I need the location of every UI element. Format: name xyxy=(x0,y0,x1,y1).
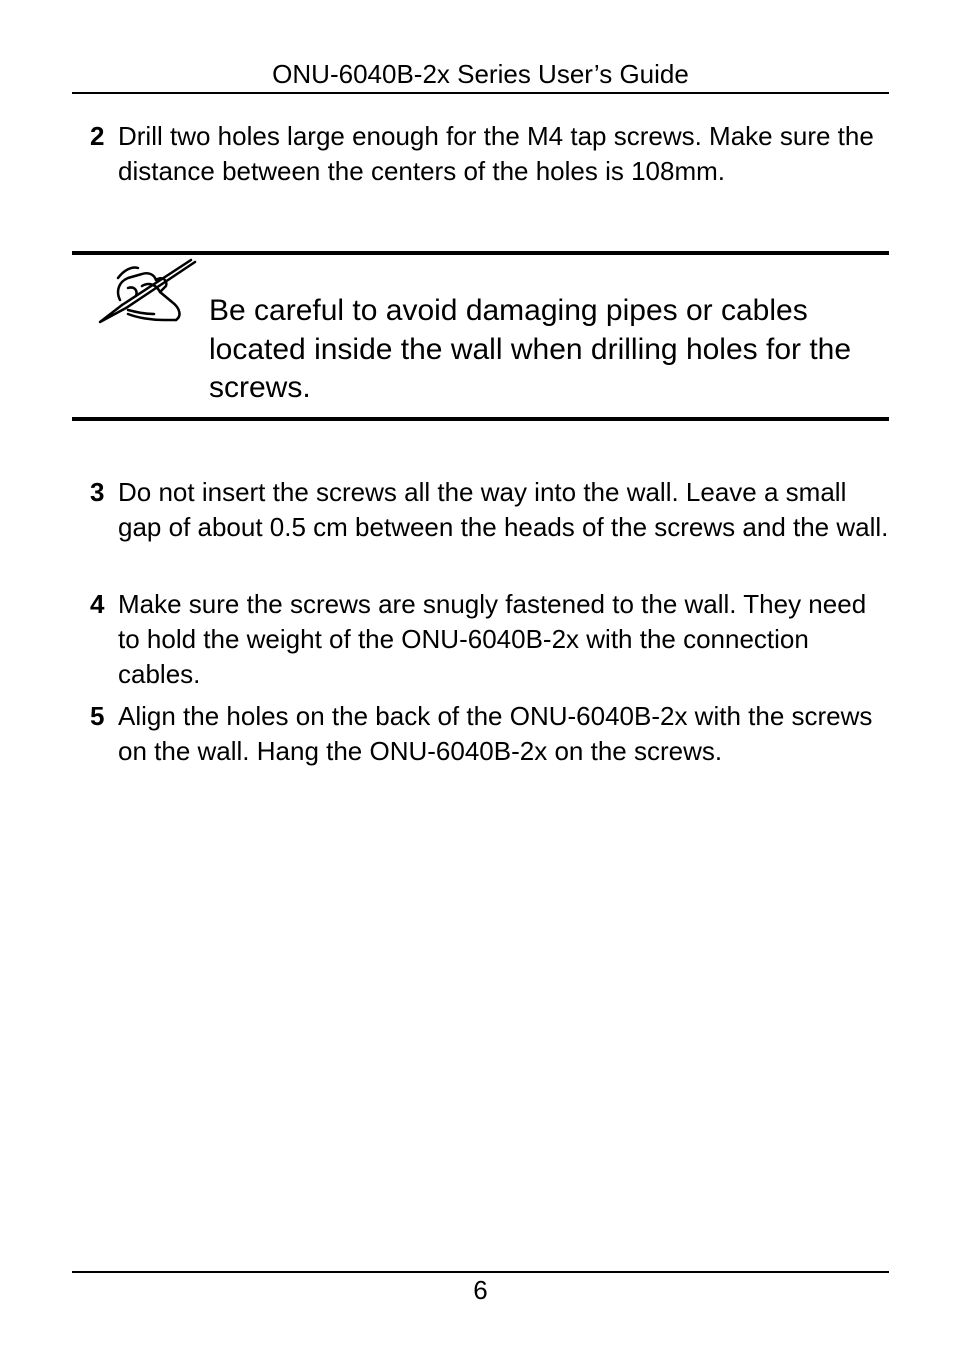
step-number: 2 xyxy=(90,121,105,151)
step-text: Make sure the screws are snugly fastened to the wall. They need to hold the weight of the ONU-6040B-2x with the connection cables. xyxy=(118,589,867,689)
step-item xyxy=(90,699,890,769)
step-text: Align the holes on the back of the ONU-6040B-2x with the screws on the wall. Hang the ONU-6040B-2x on the screws. xyxy=(118,701,873,766)
note-bottom-divider xyxy=(72,417,889,421)
step-text: Do not insert the screws all the way into the wall. Leave a small gap of about 0.5 cm between the heads of the screws and the wall. xyxy=(118,477,889,542)
step-number: 3 xyxy=(90,477,105,507)
header-divider xyxy=(72,92,889,94)
note-top-divider xyxy=(72,251,889,255)
step-text: Drill two holes large enough for the M4 tap screws. Make sure the distance between the centers of the holes is 108mm. xyxy=(118,121,874,186)
step-number: 4 xyxy=(90,589,105,619)
page-number: 6 xyxy=(473,1275,488,1305)
note-text: Be careful to avoid damaging pipes or cables located inside the wall when drilling holes for the screws. xyxy=(209,294,852,404)
writing-hand-icon xyxy=(98,258,198,326)
step-number: 5 xyxy=(90,701,105,731)
document-title: ONU-6040B-2x Series User’s Guide xyxy=(272,59,689,89)
step-item xyxy=(90,119,890,189)
step-item xyxy=(90,475,890,545)
footer-divider xyxy=(72,1271,889,1273)
step-item xyxy=(90,587,890,692)
